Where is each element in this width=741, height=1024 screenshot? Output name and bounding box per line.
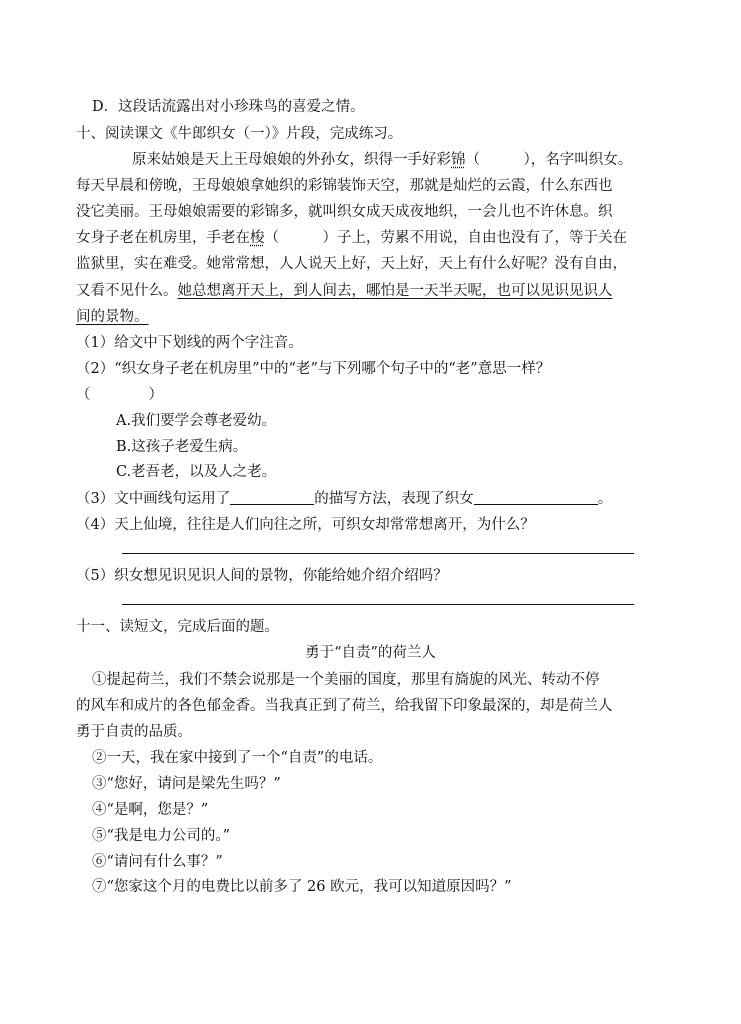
option-b: B.这孩子老爱生病。 [116, 439, 248, 455]
question-5: （5）织女想见识见识人间的景物，你能给她介绍介绍吗？ [76, 568, 448, 584]
question-2: （2）“织女身子老在机房里”中的“老”与下列哪个句子中的“老”意思一样？ [76, 361, 551, 377]
answer-paren-1[interactable]: （ ），名字叫织女。 [465, 152, 633, 168]
answer-paren-2[interactable]: （ ）子上，劳累不用说，自由也没有了，等于关在 [264, 230, 627, 246]
question-1: （1）给文中下划线的两个字注音。 [76, 335, 303, 351]
option-c: C.老吾老，以及人之老。 [116, 464, 277, 480]
passage-line-3: 没它美丽。王母娘娘需要的彩锦多，就叫织女成天成夜地织，一会儿也不许休息。织 [76, 204, 613, 220]
passage-line-7: 间的景物。 [76, 309, 149, 325]
answer-blank-feeling[interactable] [474, 490, 598, 505]
story-para-5: ⑤“我是电力公司的。” [92, 828, 231, 844]
story-para-3: ③“您好，请问是梁先生吗？” [92, 776, 281, 792]
story-para-2: ②一天，我在家中接到了一个“自责”的电话。 [92, 750, 383, 766]
question-4: （4）天上仙境，往往是人们向往之所，可织女却常常想离开，为什么？ [76, 517, 535, 533]
passage-line-6: 又看不见什么。她总想离开天上，到人间去，哪怕是一天半天呢，也可以见识见识人 [76, 283, 613, 299]
question-2-answer-paren[interactable]: （ ） [76, 387, 163, 403]
underlined-sentence: 她总想离开天上，到人间去，哪怕是一天半天呢，也可以见识见识人 [177, 283, 613, 299]
underlined-char-suo: 梭 [250, 230, 265, 246]
story-title: 勇于“自责”的荷兰人 [305, 645, 436, 661]
passage-line-1: 原来姑娘是天上王母娘娘的外孙女，织得一手好彩锦（ ），名字叫织女。 [132, 152, 633, 168]
passage-line-5: 监狱里，实在难受。她常常想，人人说天上好，天上好，天上有什么好呢？没有自由， [76, 256, 627, 272]
section-10-title: 十、阅读课文《牛郎织女（一）》片段，完成练习。 [76, 126, 403, 142]
story-para-1-line-3: 勇于自责的品质。 [76, 724, 192, 740]
passage-line-2: 每天早晨和傍晚，王母娘娘拿她织的彩锦装饰天空，那就是灿烂的云霞，什么东西也 [76, 178, 613, 194]
answer-line-q4[interactable] [122, 553, 634, 554]
answer-blank-method[interactable] [230, 490, 314, 505]
story-para-1-line-2: 的风车和成片的各色郁金香。当我真正到了荷兰，给我留下印象最深的，却是荷兰人 [76, 698, 613, 714]
story-para-6: ⑥“请问有什么事？” [92, 854, 223, 870]
passage-line-4: 女身子老在机房里，手老在梭（ ）子上，劳累不用说，自由也没有了，等于关在 [76, 230, 627, 246]
section-11-title: 十一、读短文，完成后面的题。 [76, 619, 279, 635]
answer-line-q5[interactable] [122, 604, 634, 605]
story-para-1-line-1: ①提起荷兰，我们不禁会说那是一个美丽的国度，那里有旖旎的风光、转动不停 [92, 672, 600, 688]
underlined-char-jin: 锦 [451, 152, 466, 168]
option-a: A.我们要学会尊老爱幼。 [116, 413, 277, 429]
question-3: （3）文中画线句运用了 的描写方法，表现了织女 。 [76, 491, 613, 507]
story-para-4: ④“是啊，您是？” [92, 802, 209, 818]
story-para-7: ⑦“您家这个月的电费比以前多了 26 欧元，我可以知道原因吗？” [92, 879, 512, 895]
option-d: D．这段话流露出对小珍珠鸟的喜爱之情。 [92, 99, 365, 115]
